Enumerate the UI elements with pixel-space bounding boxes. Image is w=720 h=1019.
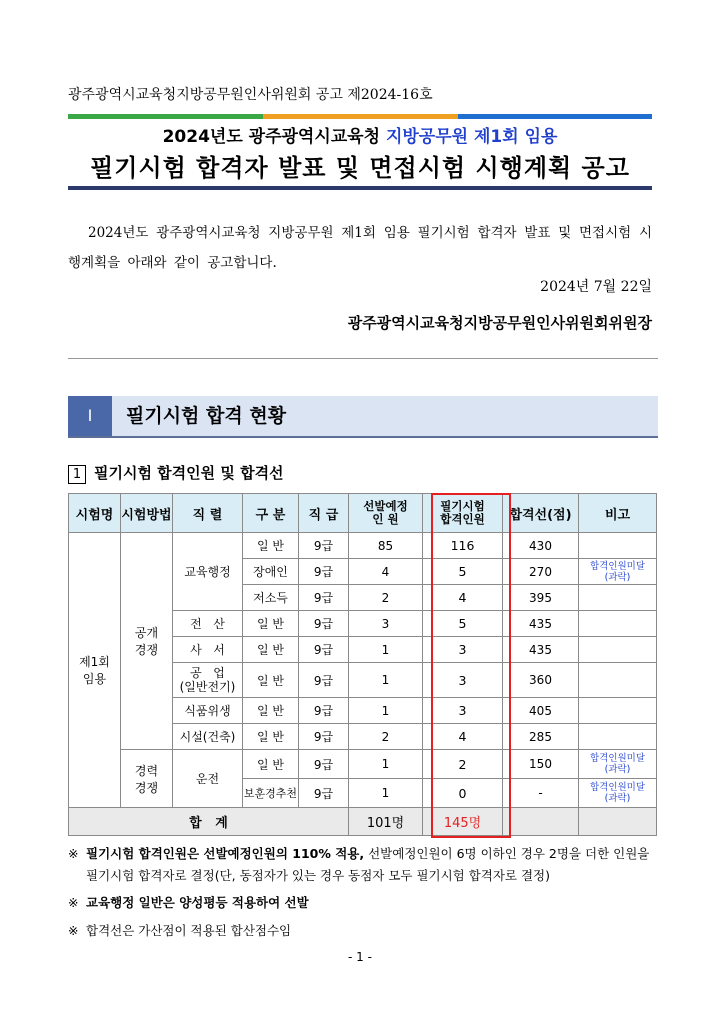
footnote-2-text: 교육행정 일반은 양성평등 적용하여 선발: [86, 895, 309, 910]
note-cell: 합격인원미달 (과락): [579, 750, 657, 779]
series-cell: 전 산: [173, 611, 243, 637]
table-row: [69, 533, 657, 559]
cutoff-cell: 435: [503, 611, 579, 637]
results-table: [68, 493, 657, 836]
note-cell: [579, 724, 657, 750]
planned-cell: 2: [349, 724, 423, 750]
kind-cell: 장애인: [243, 559, 299, 585]
passed-cell: 2: [423, 750, 503, 779]
header-grade: 직 급: [299, 494, 349, 533]
header-series: 직 렬: [173, 494, 243, 533]
title-prefix: 2024년도 광주광역시교육청: [162, 127, 386, 147]
note-cell: 합격인원미달 (과락): [579, 559, 657, 585]
table-row: [69, 750, 657, 779]
footnote-1-text: 선발예정인원이 6명 이하인 경우 2명을 더한 인원을 필기시험 합격자로 결정(단, 동점자가 있는 경우 동점자 모두 필기시험 합격자로 결정): [86, 846, 650, 883]
passed-cell: 3: [423, 663, 503, 698]
footnote-2: [68, 892, 309, 914]
planned-cell: 1: [349, 663, 423, 698]
cutoff-cell: 270: [503, 559, 579, 585]
section-number: Ⅰ: [68, 396, 112, 436]
note-cell: [579, 637, 657, 663]
intro-paragraph: 2024년도 광주광역시교육청 지방공무원 제1회 임용 필기시험 합격자 발표 및 면접시험 시행계획을 아래와 같이 공고합니다.: [68, 225, 652, 271]
passed-cell: 3: [423, 637, 503, 663]
table-header-row: [69, 494, 657, 533]
cutoff-cell: 395: [503, 585, 579, 611]
cutoff-cell: 405: [503, 698, 579, 724]
planned-cell: 1: [349, 637, 423, 663]
subsection-label: 필기시험 합격인원 및 합격선: [94, 464, 284, 482]
divider-blue: [458, 114, 652, 119]
exam-name-cell: 제1회 임용: [69, 533, 121, 808]
grade-cell: 9급: [299, 779, 349, 808]
cutoff-cell: 435: [503, 637, 579, 663]
notice-date: 2024년 7월 22일: [540, 279, 652, 295]
divider-orange: [263, 114, 458, 119]
planned-cell: 3: [349, 611, 423, 637]
cutoff-cell: 430: [503, 533, 579, 559]
grade-cell: 9급: [299, 637, 349, 663]
cutoff-cell: 360: [503, 663, 579, 698]
passed-cell: 5: [423, 559, 503, 585]
kind-cell: 일 반: [243, 611, 299, 637]
grade-cell: 9급: [299, 724, 349, 750]
kind-cell: 일 반: [243, 750, 299, 779]
kind-cell: 보훈경추천: [243, 779, 299, 808]
total-cutoff: [503, 808, 579, 836]
title-underline: [68, 186, 652, 190]
total-row: [69, 808, 657, 836]
note-cell: [579, 611, 657, 637]
passed-cell: 4: [423, 585, 503, 611]
note-cell: [579, 698, 657, 724]
planned-cell: 1: [349, 750, 423, 779]
divider-green: [68, 114, 263, 119]
header-method: 시험방법: [121, 494, 173, 533]
planned-cell: 85: [349, 533, 423, 559]
passed-cell: 5: [423, 611, 503, 637]
note-cell: [579, 533, 657, 559]
note-cell: [579, 663, 657, 698]
grade-cell: 9급: [299, 750, 349, 779]
note-cell: 합격인원미달 (과락): [579, 779, 657, 808]
kind-cell: 일 반: [243, 637, 299, 663]
series-cell: 사 서: [173, 637, 243, 663]
footnote-mark: ※: [68, 923, 79, 938]
cutoff-cell: 150: [503, 750, 579, 779]
passed-cell: 116: [423, 533, 503, 559]
header-note: 비고: [579, 494, 657, 533]
planned-cell: 1: [349, 698, 423, 724]
cutoff-cell: -: [503, 779, 579, 808]
grade-cell: 9급: [299, 611, 349, 637]
page-number: - 1 -: [348, 950, 372, 964]
header-planned: 선발예정 인 원: [349, 494, 423, 533]
section-title: 필기시험 합격 현황: [126, 405, 287, 427]
footnote-1-bold: 필기시험 합격인원은 선발예정인원의 110% 적용,: [86, 846, 365, 861]
method-open-cell: 공개 경쟁: [121, 533, 173, 750]
kind-cell: 일 반: [243, 724, 299, 750]
planned-cell: 2: [349, 585, 423, 611]
passed-cell: 3: [423, 698, 503, 724]
passed-column-highlight: [431, 493, 511, 838]
header-kind: 구 분: [243, 494, 299, 533]
grade-cell: 9급: [299, 663, 349, 698]
series-cell: 운전: [173, 750, 243, 808]
title-line-1: [68, 122, 652, 147]
kind-cell: 일 반: [243, 698, 299, 724]
footnote-mark: ※: [68, 846, 79, 861]
passed-cell: 0: [423, 779, 503, 808]
method-career-cell: 경력 경쟁: [121, 750, 173, 808]
series-cell: 교육행정: [173, 533, 243, 611]
page-title: 필기시험 합격자 발표 및 면접시험 시행계획 공고: [90, 154, 630, 182]
kind-cell: 저소득: [243, 585, 299, 611]
cutoff-cell: 285: [503, 724, 579, 750]
footnote-3-text: 합격선은 가산점이 적용된 합산점수임: [86, 923, 292, 938]
total-passed: 145명: [423, 808, 503, 836]
grade-cell: 9급: [299, 698, 349, 724]
divider-line: [68, 358, 658, 359]
grade-cell: 9급: [299, 533, 349, 559]
header-cutoff: 합격선(점): [503, 494, 579, 533]
grade-cell: 9급: [299, 559, 349, 585]
section-header: [68, 396, 658, 438]
footnote-3: [68, 920, 291, 942]
note-cell: [579, 585, 657, 611]
planned-cell: 4: [349, 559, 423, 585]
title-highlight: 지방공무원 제1회 임용: [385, 127, 558, 147]
signer: 광주광역시교육청지방공무원인사위원회위원장: [347, 314, 652, 332]
kind-cell: 일 반: [243, 533, 299, 559]
kind-cell: 일 반: [243, 663, 299, 698]
notice-number: 광주광역시교육청지방공무원인사위원회 공고 제2024-16호: [68, 87, 433, 103]
planned-cell: 1: [349, 779, 423, 808]
color-divider: [68, 114, 652, 119]
series-cell: 시설(건축): [173, 724, 243, 750]
total-note: [579, 808, 657, 836]
header-exam: 시험명: [69, 494, 121, 533]
subsection-title: [68, 462, 284, 484]
series-cell: 공 업 (일반전기): [173, 663, 243, 698]
subsection-number: 1: [68, 465, 86, 484]
grade-cell: 9급: [299, 585, 349, 611]
series-cell: 식품위생: [173, 698, 243, 724]
total-planned: 101명: [349, 808, 423, 836]
passed-cell: 4: [423, 724, 503, 750]
header-passed: 필기시험 합격인원: [423, 494, 503, 533]
footnote-mark: ※: [68, 895, 79, 910]
total-label: 합 계: [69, 808, 349, 836]
footnote-1: [68, 843, 656, 887]
